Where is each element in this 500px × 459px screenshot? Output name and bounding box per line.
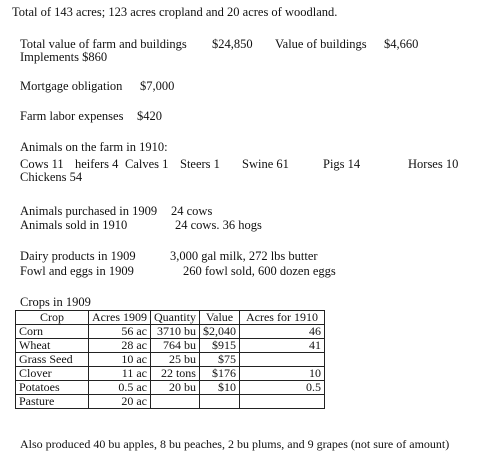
acres-1910: 41 <box>239 339 324 353</box>
table-row <box>16 353 325 367</box>
fowl-label: Fowl and eggs in 1909 <box>20 264 134 278</box>
quantity <box>150 395 199 409</box>
buildings-value-label: Value of buildings <box>275 37 367 51</box>
acres-1910 <box>239 353 324 367</box>
acres-1909: 28 ac <box>89 339 151 353</box>
acres-1909: 0.5 ac <box>89 381 151 395</box>
column-header-acres-1909: Acres 1909 <box>89 311 151 325</box>
acres-1909: 11 ac <box>89 367 151 381</box>
farm-summary: Total of 143 acres; 123 acres cropland and 20 acres of woodland. <box>12 5 338 19</box>
animal-horses: Horses 10 <box>408 157 459 171</box>
acres-1910: 10 <box>239 367 324 381</box>
crops-header-row <box>16 311 325 325</box>
acres-1910 <box>239 395 324 409</box>
animal-calves: Calves 1 <box>125 157 169 171</box>
animal-cows: Cows 11 <box>20 157 64 171</box>
acres-1910: 46 <box>239 325 324 339</box>
animal-heifers: heifers 4 <box>75 157 119 171</box>
crop-name: Potatoes <box>16 381 89 395</box>
acres-1909: 56 ac <box>89 325 151 339</box>
column-header-crop: Crop <box>16 311 89 325</box>
dairy-value: 3,000 gal milk, 272 lbs butter <box>170 249 318 263</box>
animal-pigs: Pigs 14 <box>323 157 361 171</box>
value <box>199 395 239 409</box>
sold-value: 24 cows. 36 hogs <box>175 218 262 232</box>
sold-label: Animals sold in 1910 <box>20 218 128 232</box>
quantity: 764 bu <box>150 339 199 353</box>
purchased-label: Animals purchased in 1909 <box>20 204 158 218</box>
column-header-quantity: Quantity <box>150 311 199 325</box>
table-row <box>16 339 325 353</box>
animal-steers: Steers 1 <box>180 157 220 171</box>
value: $915 <box>199 339 239 353</box>
crop-name: Corn <box>16 325 89 339</box>
other-produce-note: Also produced 40 bu apples, 8 bu peaches, 2 bu plums, and 9 grapes (not sure of amount) <box>20 437 450 451</box>
value: $176 <box>199 367 239 381</box>
fowl-value: 260 fowl sold, 600 dozen eggs <box>183 264 336 278</box>
acres-1910: 0.5 <box>239 381 324 395</box>
quantity: 22 tons <box>150 367 199 381</box>
total-value-label: Total value of farm and buildings <box>20 37 187 51</box>
crop-name: Clover <box>16 367 89 381</box>
crops-heading: Crops in 1909 <box>20 295 91 309</box>
value: $75 <box>199 353 239 367</box>
value: $10 <box>199 381 239 395</box>
purchased-value: 24 cows <box>171 204 213 218</box>
crop-name: Wheat <box>16 339 89 353</box>
acres-1909: 10 ac <box>89 353 151 367</box>
table-row <box>16 325 325 339</box>
crops-table <box>15 310 325 409</box>
acres-1909: 20 ac <box>89 395 151 409</box>
quantity: 3710 bu <box>150 325 199 339</box>
crop-name: Grass Seed <box>16 353 89 367</box>
crop-name: Pasture <box>16 395 89 409</box>
implements-value: Implements $860 <box>20 50 108 64</box>
labor-value: $420 <box>137 109 162 123</box>
buildings-value: $4,660 <box>384 37 419 51</box>
animals-heading: Animals on the farm in 1910: <box>20 140 168 154</box>
animal-swine: Swine 61 <box>242 157 289 171</box>
quantity: 25 bu <box>150 353 199 367</box>
animal-chickens: Chickens 54 <box>20 170 83 184</box>
total-value: $24,850 <box>212 37 253 51</box>
table-row <box>16 367 325 381</box>
column-header-acres-1910: Acres for 1910 <box>239 311 324 325</box>
quantity: 20 bu <box>150 381 199 395</box>
labor-label: Farm labor expenses <box>20 109 124 123</box>
column-header-value: Value <box>199 311 239 325</box>
value: $2,040 <box>199 325 239 339</box>
table-row <box>16 381 325 395</box>
mortgage-label: Mortgage obligation <box>20 79 123 93</box>
table-row <box>16 395 325 409</box>
mortgage-value: $7,000 <box>140 79 175 93</box>
dairy-label: Dairy products in 1909 <box>20 249 136 263</box>
